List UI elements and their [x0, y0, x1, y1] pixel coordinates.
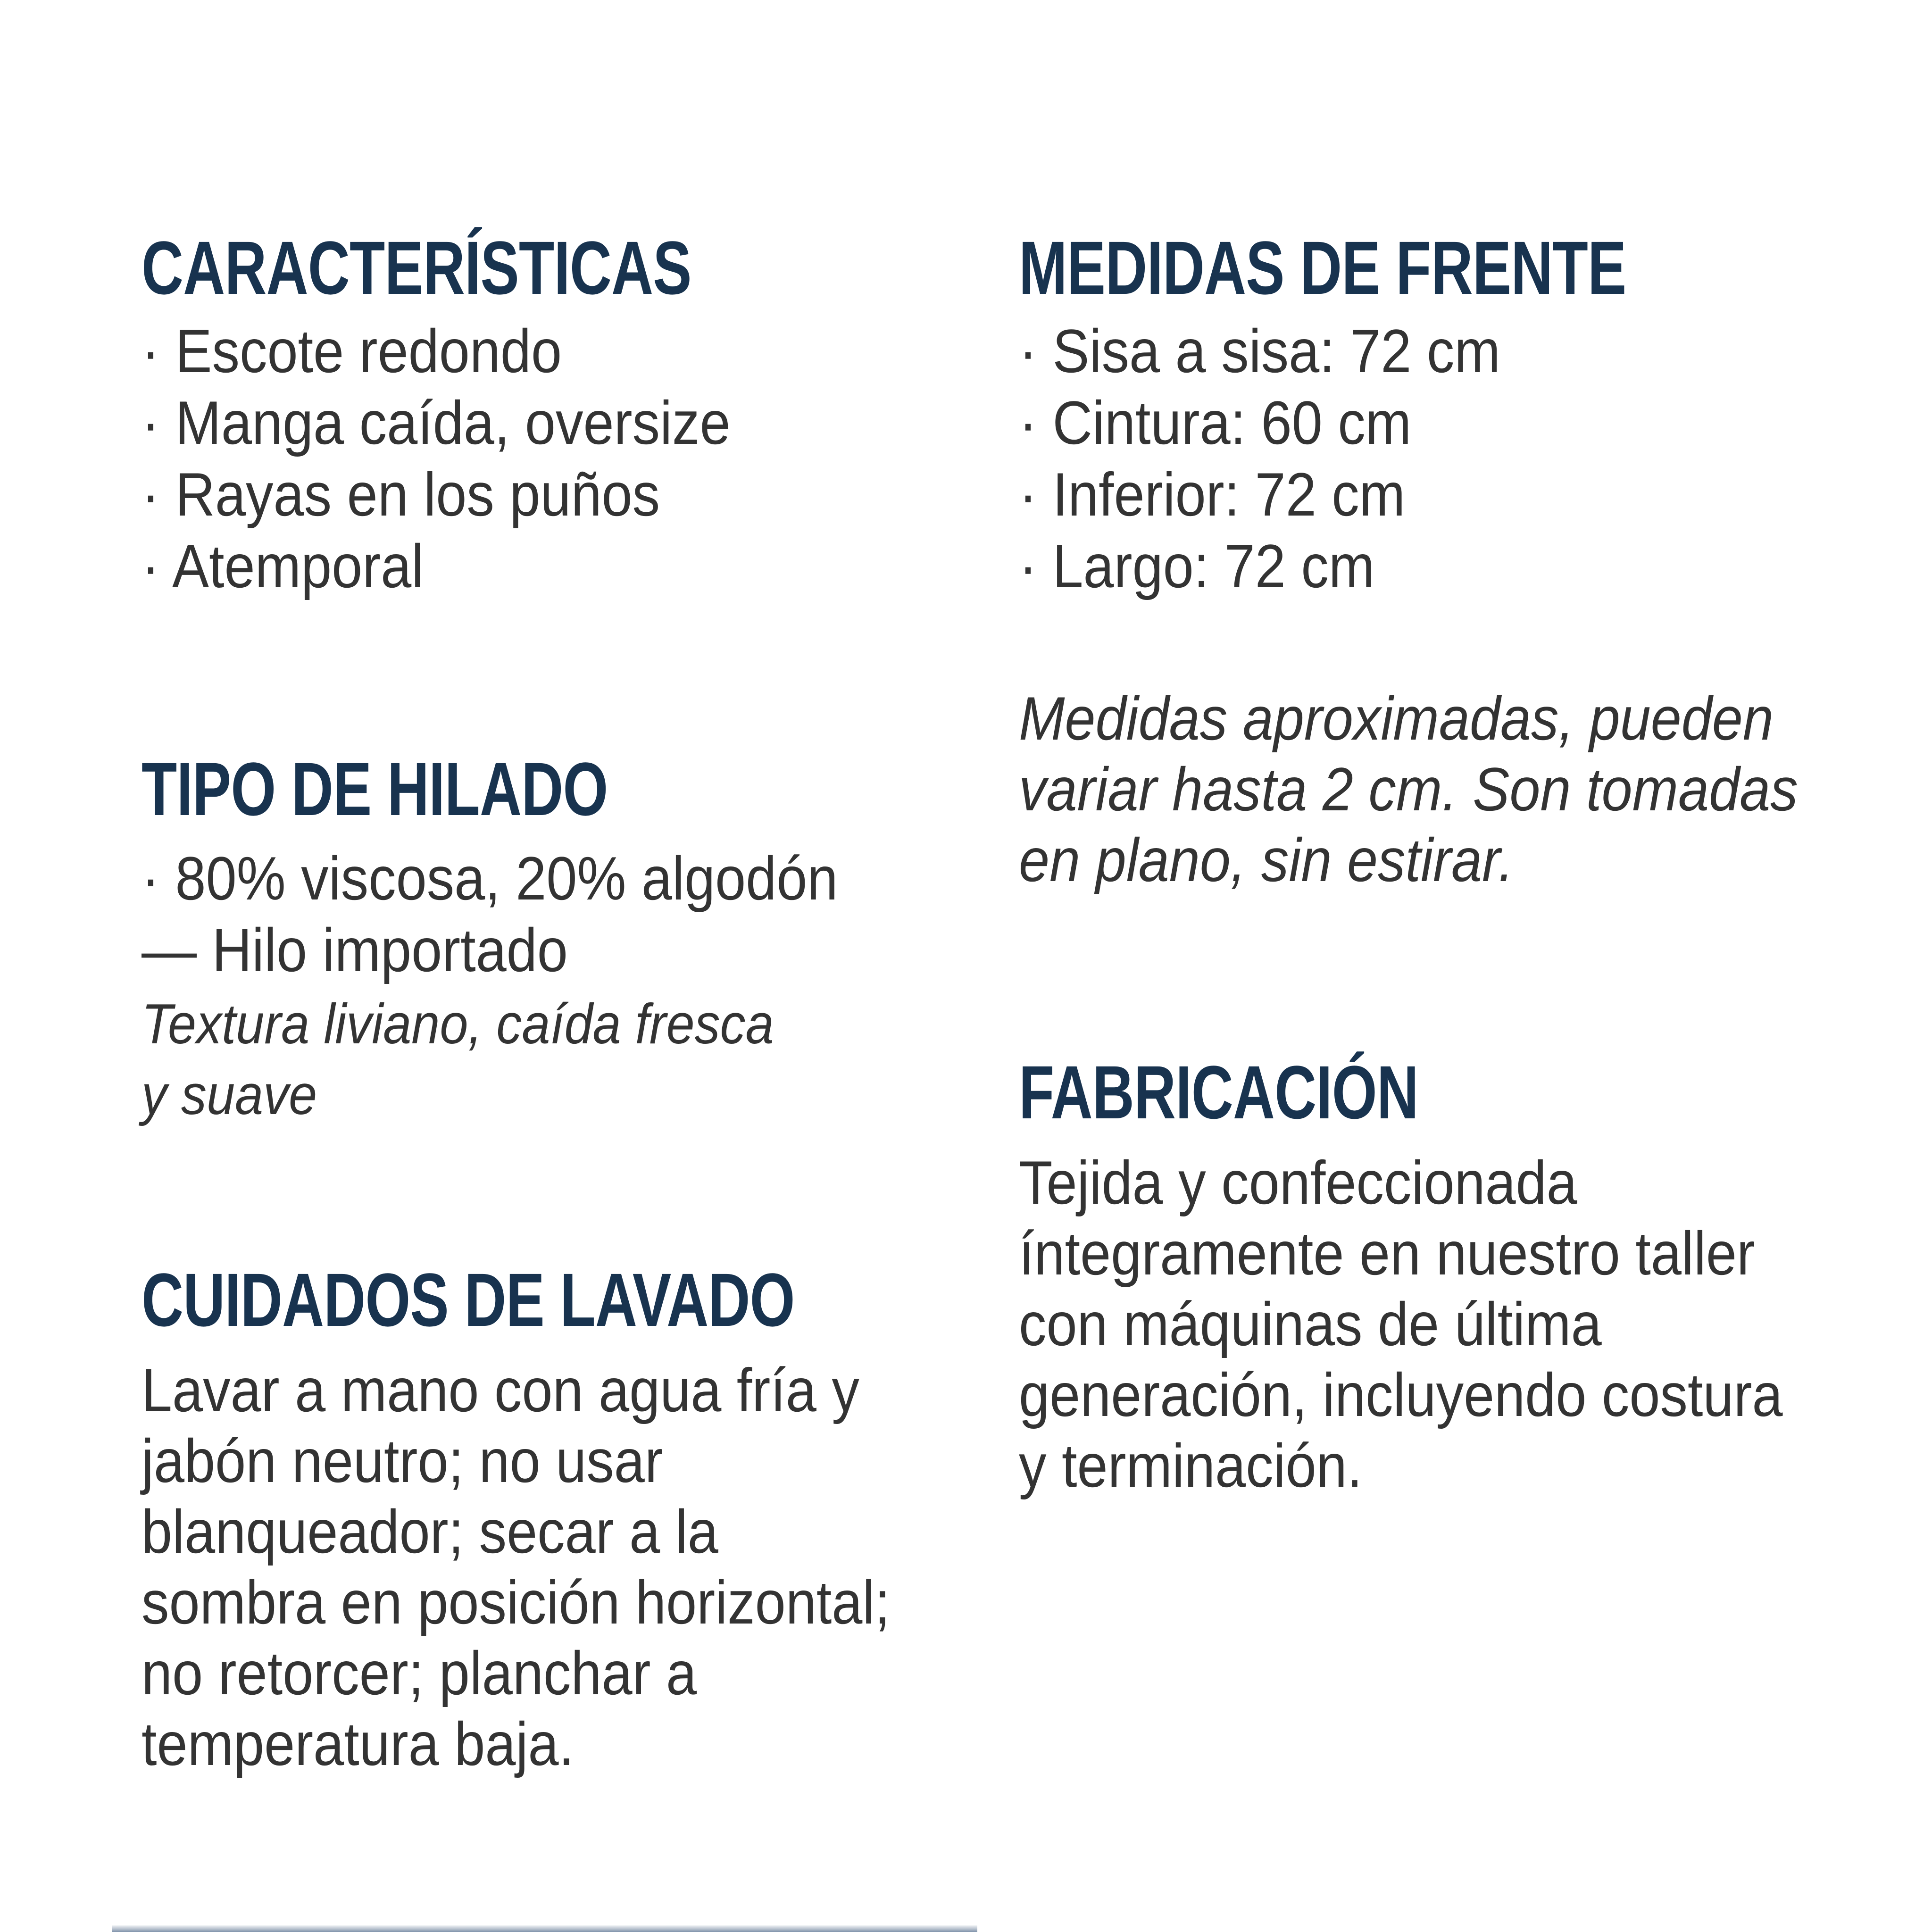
heading-fabricacion: FABRICACIÓN — [1019, 1050, 1419, 1134]
heading-tipo-de-hilado: TIPO DE HILADO — [142, 747, 608, 831]
feature-item: · Rayas en los puños — [142, 460, 660, 529]
measure-item: · Inferior: 72 cm — [1019, 460, 1406, 529]
measure-item: · Cintura: 60 cm — [1019, 388, 1412, 457]
measure-note-line: variar hasta 2 cm. Son tomadas — [1019, 755, 1798, 824]
features-list — [142, 315, 731, 602]
fabrication-line: y terminación. — [1019, 1431, 1363, 1500]
heading-caracteristicas: CARACTERÍSTICAS — [142, 225, 691, 310]
care-line: blanqueador; secar a la — [142, 1497, 718, 1566]
care-line: jabón neutro; no usar — [142, 1426, 663, 1495]
feature-item: · Manga caída, oversize — [142, 388, 731, 457]
measure-item: · Sisa a sisa: 72 cm — [1019, 316, 1500, 385]
measure-note-line: Medidas aproximadas, pueden — [1019, 684, 1774, 753]
yarn-note-line: y suave — [142, 1063, 317, 1126]
care-line: no retorcer; planchar a — [142, 1639, 697, 1707]
yarn-composition — [142, 842, 838, 986]
yarn-line: — Hilo importado — [142, 916, 568, 984]
fabrication-line: generación, incluyendo costura — [1019, 1360, 1783, 1429]
fabrication-line: con máquinas de última — [1019, 1290, 1602, 1358]
fabrication-description — [1019, 1147, 1783, 1501]
measure-item: · Largo: 72 cm — [1019, 532, 1375, 600]
yarn-line: · 80% viscosa, 20% algodón — [142, 844, 838, 913]
measurements-list — [1019, 315, 1500, 602]
care-line: temperatura baja. — [142, 1709, 575, 1778]
yarn-note-line: Textura liviano, caída fresca — [142, 992, 774, 1056]
care-instructions — [142, 1355, 890, 1779]
heading-medidas-de-frente: MEDIDAS DE FRENTE — [1019, 225, 1626, 310]
yarn-texture-note — [142, 989, 774, 1130]
care-line: sombra en posición horizontal; — [142, 1568, 890, 1637]
feature-item: · Atemporal — [142, 532, 424, 600]
feature-item: · Escote redondo — [142, 316, 562, 385]
measurements-disclaimer — [1019, 683, 1798, 895]
fabrication-line: íntegramente en nuestro taller — [1019, 1219, 1755, 1288]
bottom-divider-bar — [112, 1925, 977, 1932]
care-line: Lavar a mano con agua fría y — [142, 1356, 859, 1424]
fabrication-line: Tejida y confeccionada — [1019, 1148, 1577, 1217]
measure-note-line: en plano, sin estirar. — [1019, 825, 1514, 894]
heading-cuidados-de-lavado: CUIDADOS DE LAVADO — [142, 1257, 795, 1342]
